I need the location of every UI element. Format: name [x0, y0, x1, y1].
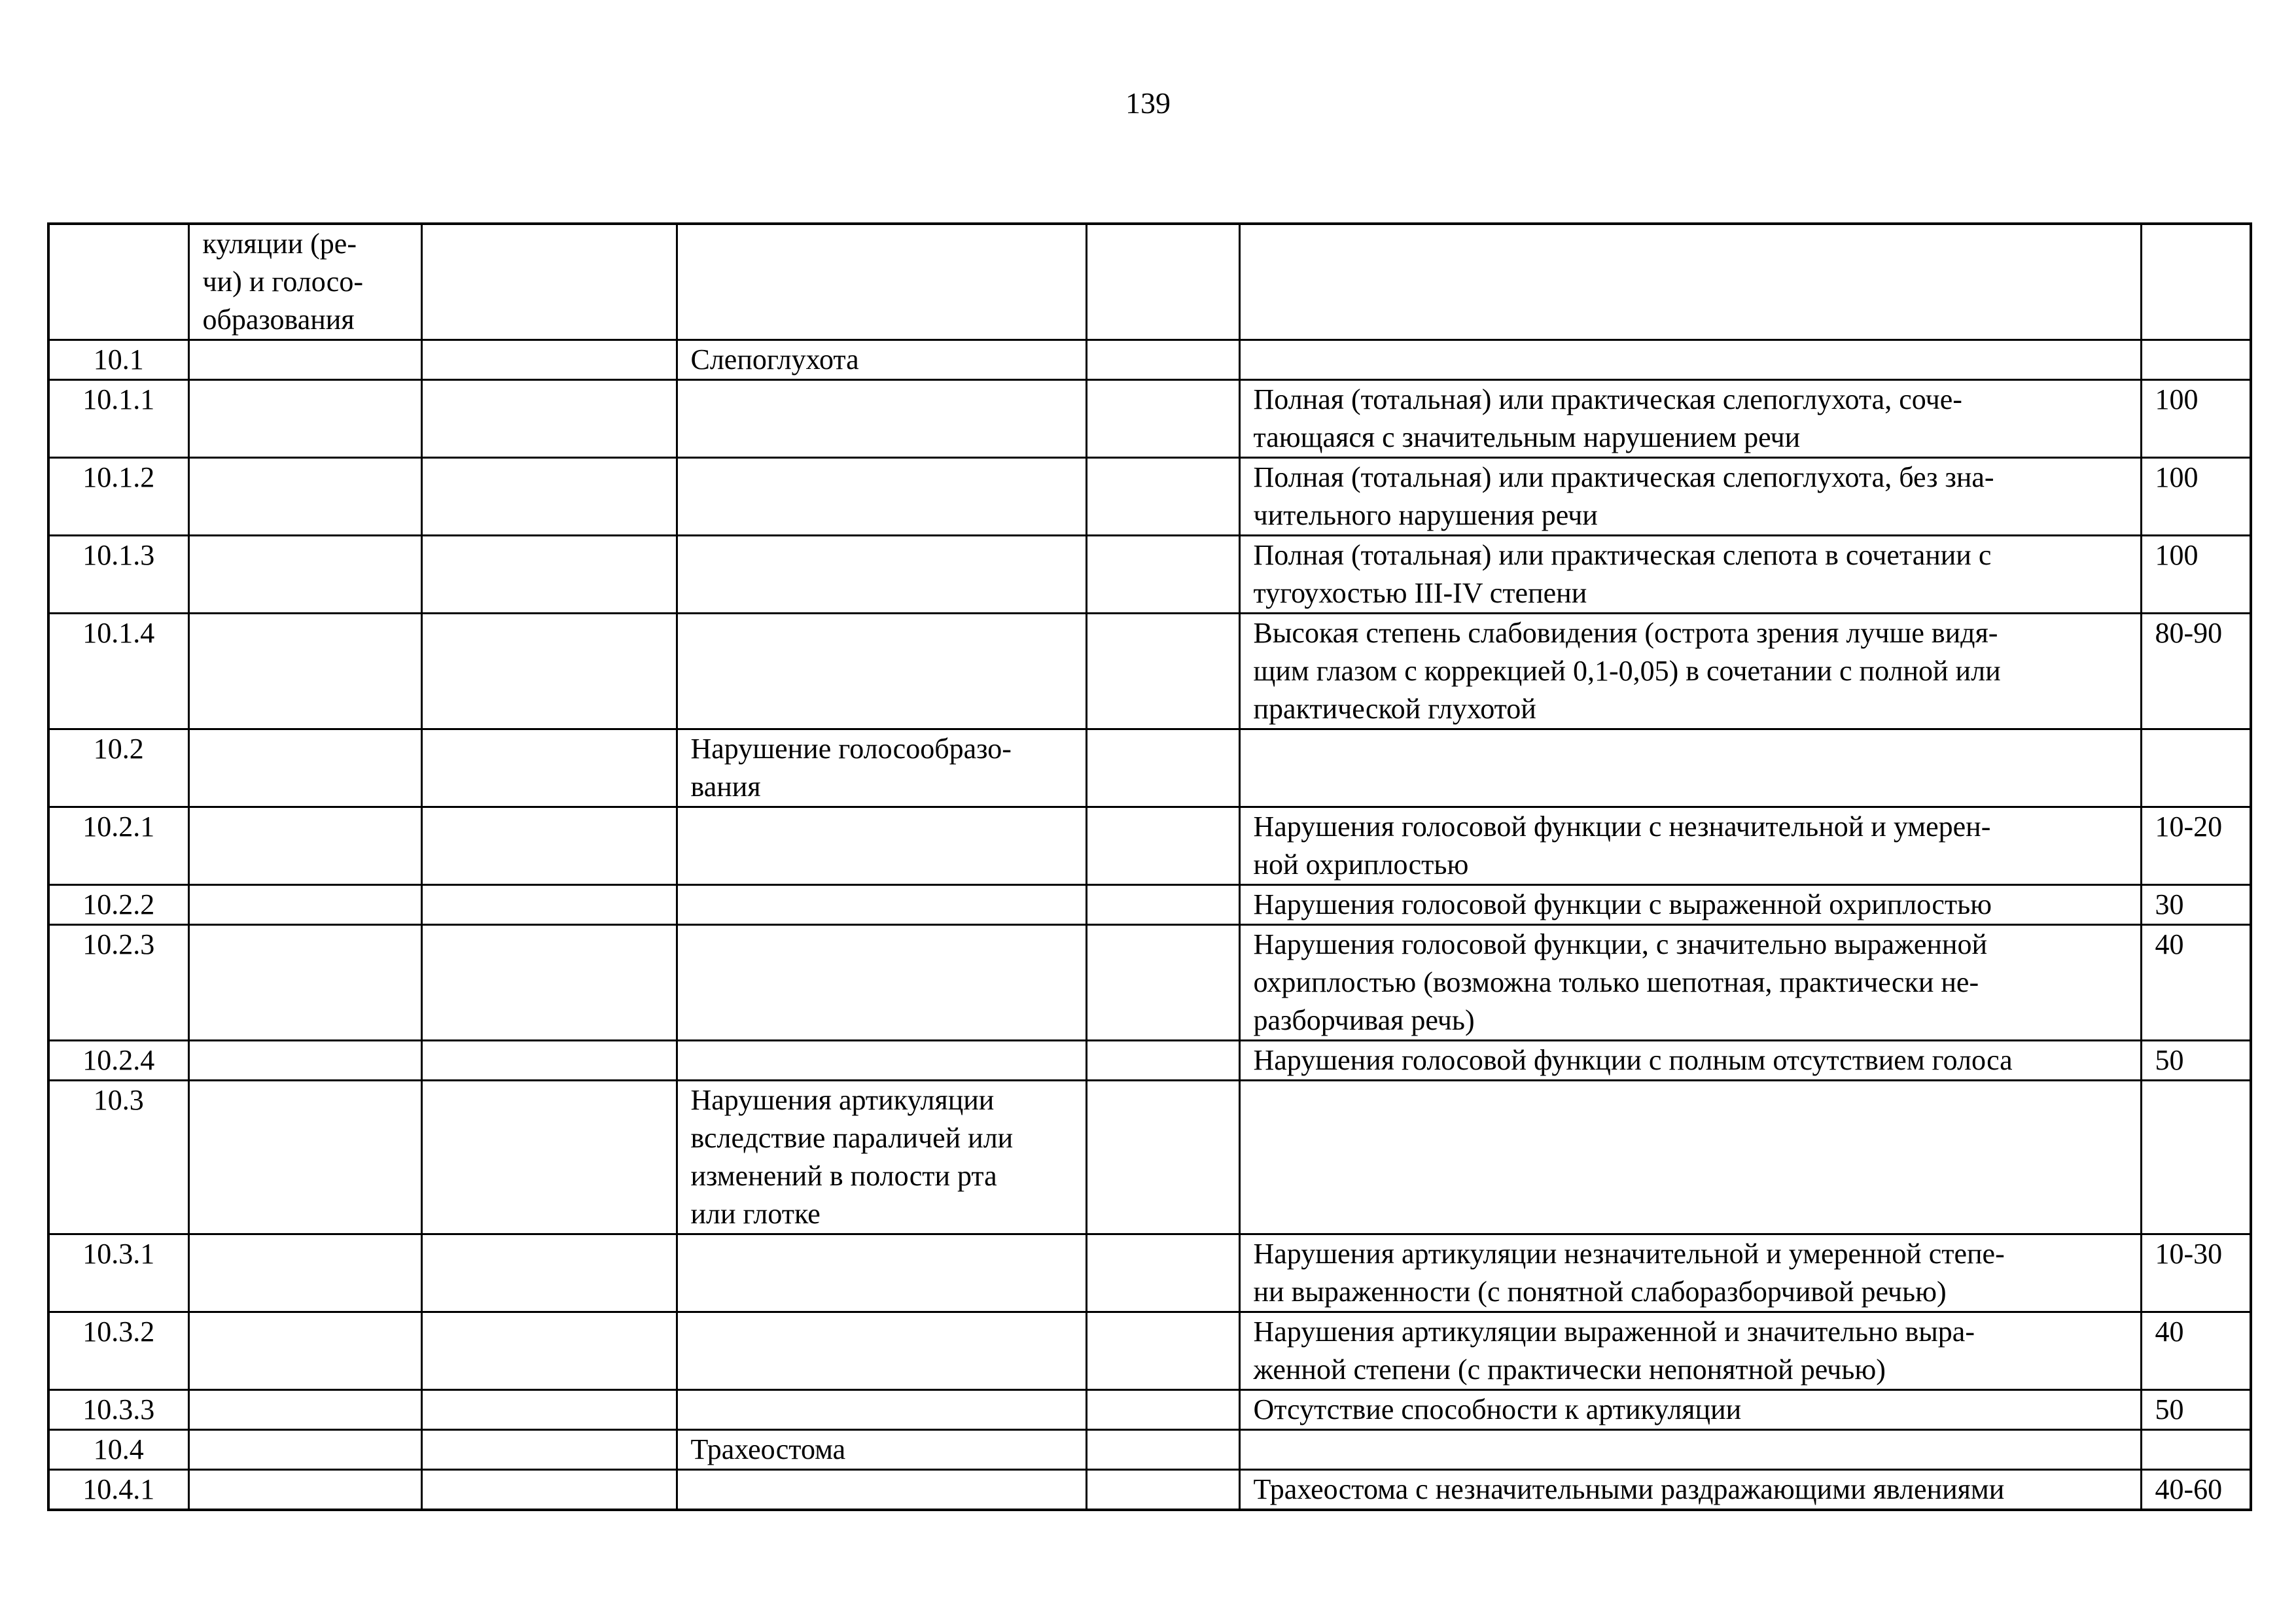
page-number: 139 [1125, 86, 1171, 120]
cell-empty [421, 1390, 677, 1430]
cell-value: 30 [2141, 885, 2251, 925]
cell-code: 10.2 [48, 729, 188, 807]
cell-value: 40-60 [2141, 1470, 2251, 1510]
cell-empty [1086, 614, 1239, 729]
cell-empty [421, 925, 677, 1041]
cell-code: 10.3 [48, 1081, 188, 1234]
cell-category [677, 536, 1086, 614]
table-row [48, 729, 2251, 807]
cell-empty [188, 1470, 421, 1510]
table-row [48, 1390, 2251, 1430]
cell-code: 10.1.4 [48, 614, 188, 729]
cell-code: 10.2.2 [48, 885, 188, 925]
cell-category [677, 224, 1086, 340]
cell-code: 10.3.3 [48, 1390, 188, 1430]
cell-value: 100 [2141, 380, 2251, 458]
cell-description: Полная (тотальная) или практическая слепота в сочетании с тугоухостью III-IV степени [1239, 536, 2141, 614]
cell-code: 10.4.1 [48, 1470, 188, 1510]
cell-empty [188, 380, 421, 458]
cell-empty [421, 1041, 677, 1081]
table-body [48, 224, 2251, 1510]
cell-empty [1086, 885, 1239, 925]
cell-empty [188, 458, 421, 536]
cell-empty [421, 458, 677, 536]
cell-empty [188, 925, 421, 1041]
cell-empty [421, 380, 677, 458]
cell-empty [188, 1430, 421, 1470]
cell-category [677, 1470, 1086, 1510]
cell-category [677, 1390, 1086, 1430]
cell-category [677, 1041, 1086, 1081]
cell-code: 10.3.1 [48, 1234, 188, 1312]
cell-empty [421, 1234, 677, 1312]
table-row [48, 1312, 2251, 1390]
cell-description: Нарушения артикуляции незначительной и умеренной степе- ни выраженности (с понятной слаборазборчивой речью) [1239, 1234, 2141, 1312]
cell-value: 10-30 [2141, 1234, 2251, 1312]
cell-empty [188, 1041, 421, 1081]
table-row [48, 1430, 2251, 1470]
cell-continuation-text: куляции (ре- чи) и голосо- образования [188, 224, 421, 340]
table-row [48, 1470, 2251, 1510]
cell-empty [421, 807, 677, 885]
cell-category: Нарушения артикуляции вследствие параличей или изменений в полости рта или глотке [677, 1081, 1086, 1234]
cell-category [677, 458, 1086, 536]
cell-empty [188, 614, 421, 729]
cell-category [677, 807, 1086, 885]
cell-value: 100 [2141, 536, 2251, 614]
cell-empty [1086, 536, 1239, 614]
cell-empty [188, 885, 421, 925]
cell-description [1239, 340, 2141, 380]
cell-empty [188, 536, 421, 614]
cell-empty [188, 1081, 421, 1234]
cell-code: 10.4 [48, 1430, 188, 1470]
table-row [48, 1081, 2251, 1234]
cell-value: 50 [2141, 1390, 2251, 1430]
table-row [48, 1234, 2251, 1312]
cell-empty [1086, 1470, 1239, 1510]
cell-description [1239, 1430, 2141, 1470]
cell-empty [1086, 1041, 1239, 1081]
cell-description [1239, 729, 2141, 807]
table-row [48, 1041, 2251, 1081]
cell-code: 10.1.2 [48, 458, 188, 536]
cell-description: Нарушения голосовой функции, с значительно выраженной охриплостью (возможна только шепотная, практически не- разборчивая речь) [1239, 925, 2141, 1041]
cell-description: Высокая степень слабовидения (острота зрения лучше видя- щим глазом с коррекцией 0,1-0,05) в сочетании с полной или практической глухотой [1239, 614, 2141, 729]
table-row [48, 885, 2251, 925]
cell-empty [421, 729, 677, 807]
cell-description: Полная (тотальная) или практическая слепоглухота, без зна- чительного нарушения речи [1239, 458, 2141, 536]
cell-empty [1086, 1390, 1239, 1430]
cell-code: 10.1.3 [48, 536, 188, 614]
cell-value [2141, 729, 2251, 807]
table-row [48, 925, 2251, 1041]
cell-value: 10-20 [2141, 807, 2251, 885]
cell-value: 40 [2141, 1312, 2251, 1390]
cell-description: Полная (тотальная) или практическая слепоглухота, соче- тающаяся с значительным нарушением речи [1239, 380, 2141, 458]
cell-value: 50 [2141, 1041, 2251, 1081]
cell-category [677, 1312, 1086, 1390]
cell-value: 40 [2141, 925, 2251, 1041]
cell-empty [1086, 340, 1239, 380]
cell-empty [1086, 380, 1239, 458]
cell-category [677, 614, 1086, 729]
disability-criteria-table [47, 222, 2252, 1511]
table-row [48, 536, 2251, 614]
table-row-continuation [48, 224, 2251, 340]
cell-description: Нарушения артикуляции выраженной и значительно выра- женной степени (с практически непонятной речью) [1239, 1312, 2141, 1390]
cell-description [1239, 1081, 2141, 1234]
cell-empty [1086, 1430, 1239, 1470]
cell-empty [188, 807, 421, 885]
cell-empty [1086, 458, 1239, 536]
table-row [48, 380, 2251, 458]
table-row [48, 340, 2251, 380]
cell-empty [188, 1312, 421, 1390]
cell-empty [421, 1312, 677, 1390]
cell-category: Нарушение голосообразо- вания [677, 729, 1086, 807]
cell-category [677, 885, 1086, 925]
cell-value: 100 [2141, 458, 2251, 536]
cell-category [677, 1234, 1086, 1312]
cell-empty [421, 614, 677, 729]
cell-empty [188, 340, 421, 380]
cell-category [677, 925, 1086, 1041]
cell-code: 10.3.2 [48, 1312, 188, 1390]
cell-description [1239, 224, 2141, 340]
cell-value [2141, 224, 2251, 340]
cell-empty [1086, 1312, 1239, 1390]
cell-description: Нарушения голосовой функции с выраженной охриплостью [1239, 885, 2141, 925]
cell-empty [421, 536, 677, 614]
cell-empty [421, 340, 677, 380]
cell-empty [1086, 925, 1239, 1041]
cell-empty [421, 1430, 677, 1470]
cell-code [48, 224, 188, 340]
cell-description: Трахеостома с незначительными раздражающими явлениями [1239, 1470, 2141, 1510]
cell-empty [421, 224, 677, 340]
cell-empty [188, 1234, 421, 1312]
table-row [48, 614, 2251, 729]
cell-category: Трахеостома [677, 1430, 1086, 1470]
cell-empty [188, 1390, 421, 1430]
table-row [48, 458, 2251, 536]
cell-empty [1086, 807, 1239, 885]
cell-code: 10.2.1 [48, 807, 188, 885]
cell-empty [421, 1470, 677, 1510]
cell-description: Нарушения голосовой функции с полным отсутствием голоса [1239, 1041, 2141, 1081]
cell-code: 10.1 [48, 340, 188, 380]
cell-value: 80-90 [2141, 614, 2251, 729]
cell-empty [1086, 1081, 1239, 1234]
cell-value [2141, 1081, 2251, 1234]
cell-empty [1086, 1234, 1239, 1312]
cell-description: Нарушения голосовой функции с незначительной и умерен- ной охриплостью [1239, 807, 2141, 885]
cell-code: 10.2.3 [48, 925, 188, 1041]
cell-category [677, 380, 1086, 458]
cell-value [2141, 340, 2251, 380]
cell-empty [421, 885, 677, 925]
cell-code: 10.1.1 [48, 380, 188, 458]
table-row [48, 807, 2251, 885]
cell-value [2141, 1430, 2251, 1470]
cell-empty [1086, 224, 1239, 340]
cell-code: 10.2.4 [48, 1041, 188, 1081]
cell-description: Отсутствие способности к артикуляции [1239, 1390, 2141, 1430]
cell-empty [1086, 729, 1239, 807]
cell-empty [188, 729, 421, 807]
cell-category: Слепоглухота [677, 340, 1086, 380]
cell-empty [421, 1081, 677, 1234]
